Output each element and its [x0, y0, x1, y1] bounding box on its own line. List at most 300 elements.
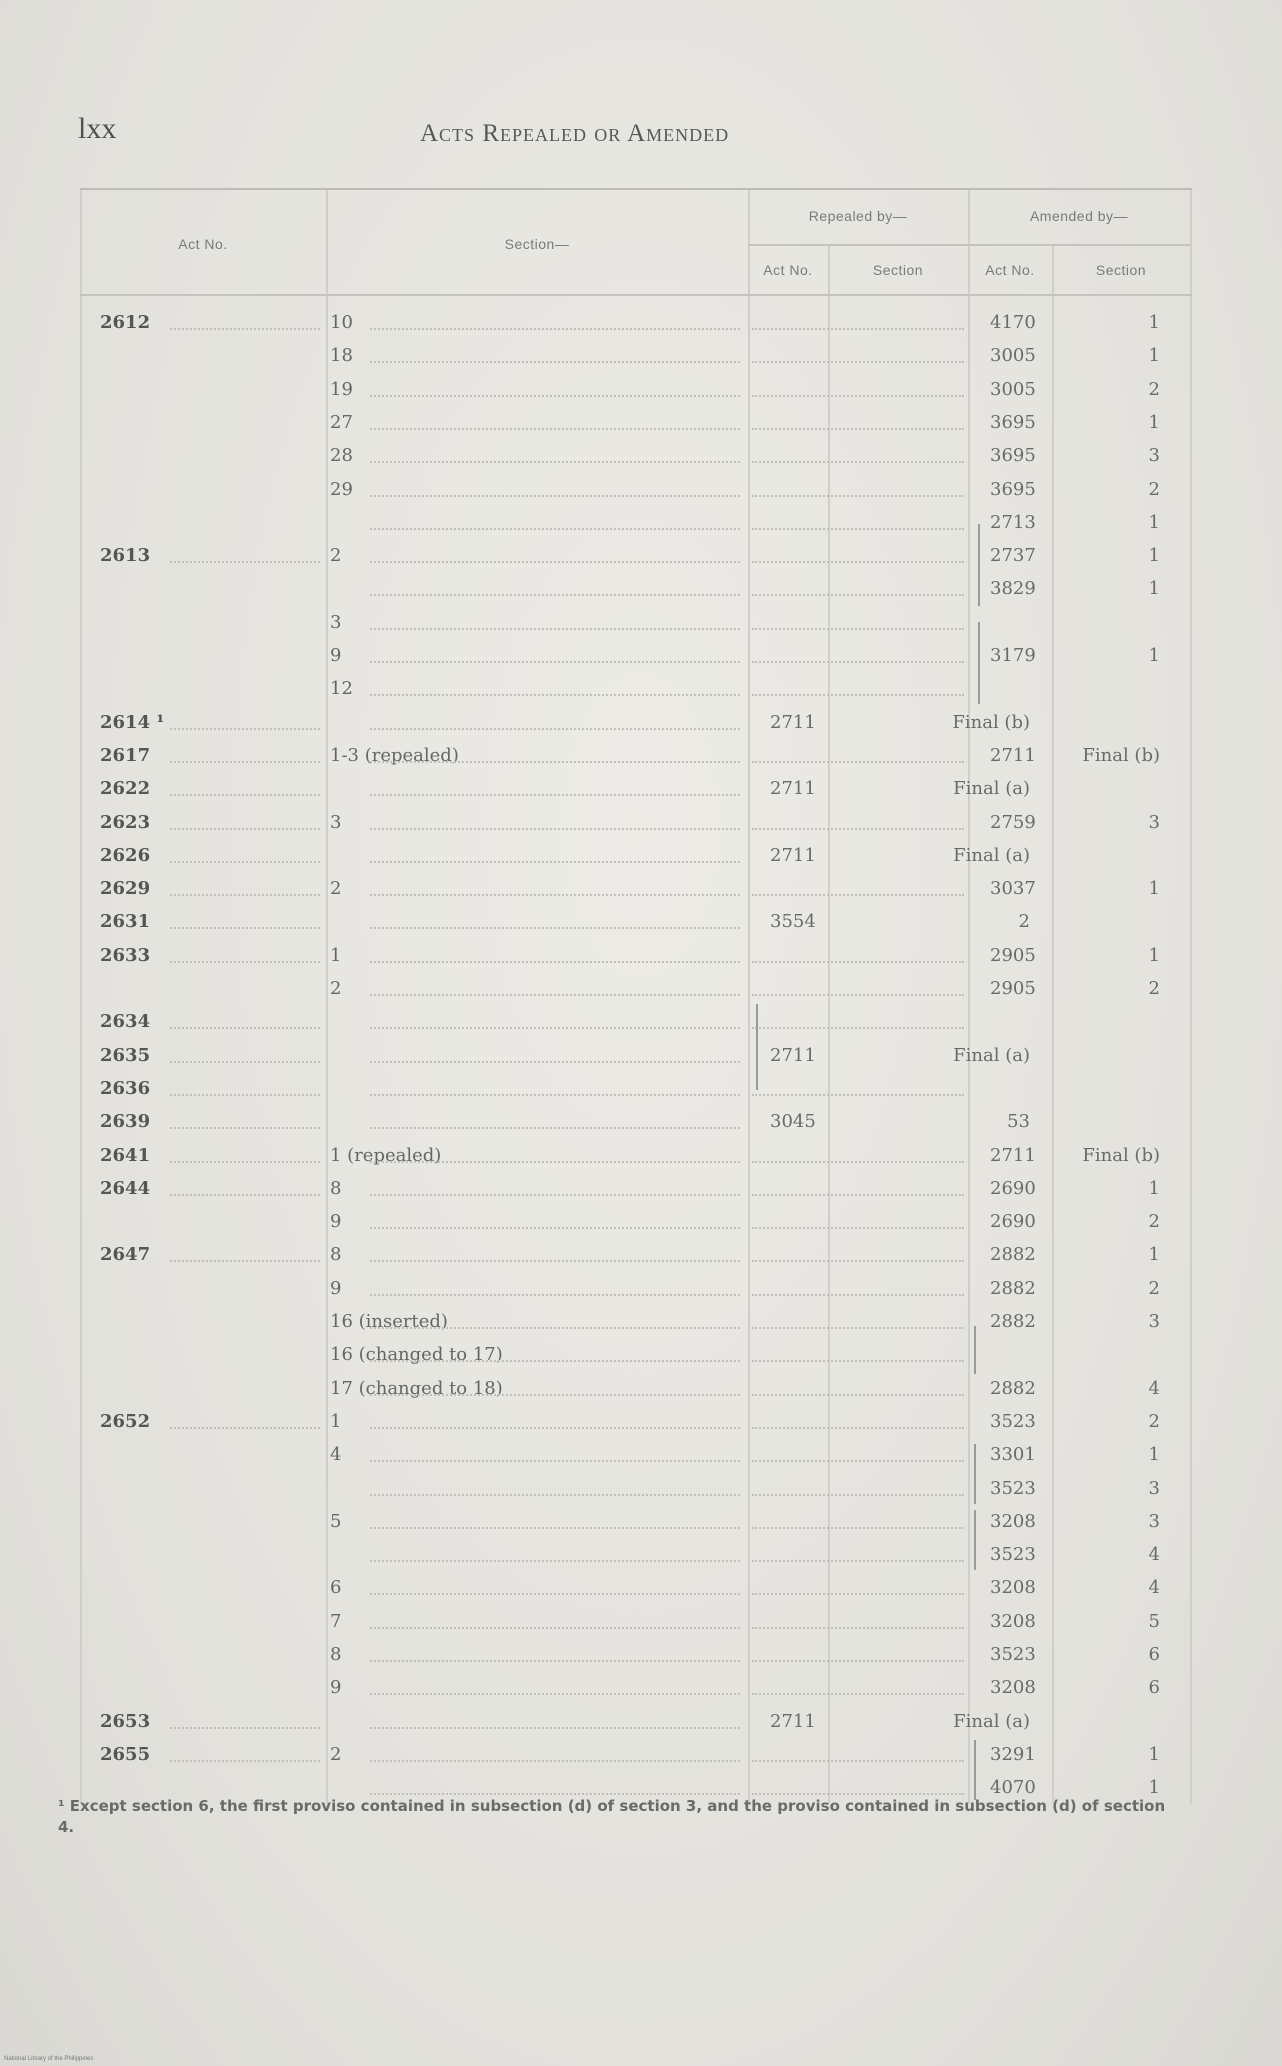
repealed-act-cell: 2711 — [770, 1710, 816, 1732]
section-cell: 16 (changed to 17) — [330, 1344, 503, 1366]
amended-act-cell: 3695 — [990, 445, 1036, 467]
leader-dots — [752, 1460, 964, 1462]
leader-dots — [370, 461, 740, 463]
leader-dots — [370, 1693, 740, 1695]
footnote: ¹ Except section 6, the first proviso contained in subsection (d) of section 3, and the proviso contained in subsection (d) of section 4. — [58, 1797, 1166, 1836]
leader-dots — [170, 561, 320, 563]
table-row — [80, 1538, 1192, 1571]
table-row — [80, 672, 1192, 705]
header-repealed-act-no: Act No. — [763, 262, 813, 278]
section-cell: 8 — [330, 1644, 342, 1665]
table-row — [80, 539, 1192, 572]
amended-section-cell: 1 — [1148, 312, 1160, 333]
leader-dots — [752, 1693, 964, 1695]
amended-section-cell: 5 — [1148, 1610, 1160, 1632]
table-row — [80, 739, 1192, 772]
act-no-cell: 2633 — [100, 944, 151, 966]
table-row — [80, 872, 1192, 905]
table-row — [80, 1505, 1192, 1538]
table-row — [80, 1638, 1192, 1671]
leader-dots — [370, 1194, 740, 1196]
act-no-cell: 2631 — [100, 911, 151, 933]
act-no-cell: 2639 — [100, 1111, 151, 1133]
leader-dots — [370, 861, 740, 863]
section-cell: 1-3 (repealed) — [330, 744, 459, 766]
amended-act-cell: 2711 — [990, 1144, 1036, 1166]
amended-section-cell: 1 — [1148, 1444, 1160, 1466]
table-row — [80, 1738, 1192, 1771]
leader-dots — [752, 1327, 964, 1329]
repealed-section-cell: Final (a) — [953, 778, 1030, 800]
table-row — [80, 1472, 1192, 1505]
section-cell: 9 — [330, 645, 342, 666]
brace-2635 — [756, 1004, 764, 1090]
amended-section-cell: 3 — [1148, 811, 1160, 833]
leader-dots — [752, 594, 964, 596]
repealed-act-cell: 2711 — [770, 711, 816, 733]
section-cell: 2 — [330, 1743, 342, 1765]
leader-dots — [370, 1560, 740, 1562]
leader-dots — [752, 1527, 964, 1529]
leader-dots — [170, 961, 320, 963]
leader-dots — [170, 828, 320, 830]
leader-dots — [370, 594, 740, 596]
brace-2882 — [974, 1326, 982, 1374]
leader-dots — [370, 1760, 740, 1762]
leader-dots — [370, 1061, 740, 1063]
table-row — [80, 939, 1192, 972]
leader-dots — [370, 994, 740, 996]
leader-dots — [752, 961, 964, 963]
leader-dots — [170, 1027, 320, 1029]
act-no-cell: 2623 — [100, 811, 151, 833]
leader-dots — [752, 1427, 964, 1429]
header-repealed-section: Section — [872, 262, 924, 278]
leader-dots — [370, 428, 740, 430]
amended-act-cell: 3208 — [990, 1510, 1036, 1532]
table-row — [80, 1571, 1192, 1604]
table-row — [80, 339, 1192, 372]
leader-dots — [752, 1593, 964, 1595]
table-row — [80, 572, 1192, 605]
leader-dots — [752, 1627, 964, 1629]
leader-dots — [752, 1560, 964, 1562]
leader-dots — [170, 1260, 320, 1262]
leader-dots — [370, 1627, 740, 1629]
table-row — [80, 1139, 1192, 1172]
amended-section-cell: 2 — [1148, 1277, 1160, 1299]
amended-section-cell: 1 — [1148, 511, 1160, 533]
leader-dots — [370, 1294, 740, 1296]
leader-dots — [752, 395, 964, 397]
leader-dots — [370, 694, 740, 696]
leader-dots — [370, 1360, 740, 1362]
leader-dots — [170, 1760, 320, 1762]
table-row — [80, 506, 1192, 539]
section-cell: 3 — [330, 611, 342, 633]
table-row — [80, 1005, 1192, 1038]
section-cell: 7 — [330, 1610, 342, 1632]
section-cell: 28 — [330, 445, 353, 467]
leader-dots — [752, 1494, 964, 1496]
leader-dots — [370, 661, 740, 663]
table-row — [80, 1072, 1192, 1105]
amended-act-cell: 2759 — [990, 811, 1036, 833]
brace-2652-4 — [974, 1444, 982, 1504]
amended-section-cell: 3 — [1148, 1311, 1160, 1332]
amended-act-cell: 3695 — [990, 478, 1036, 500]
table-row — [80, 1338, 1192, 1371]
section-cell: 1 — [330, 944, 342, 966]
amended-section-cell: 3 — [1148, 445, 1160, 467]
amended-section-cell: 4 — [1148, 1544, 1160, 1566]
amended-act-cell: 2905 — [990, 944, 1036, 966]
header-section: Section— — [504, 236, 570, 252]
amended-act-cell: 2882 — [990, 1377, 1036, 1399]
amended-section-cell: 2 — [1148, 478, 1160, 500]
leader-dots — [370, 1260, 740, 1262]
leader-dots — [370, 361, 740, 363]
leader-dots — [752, 1660, 964, 1662]
amended-section-cell: 3 — [1148, 1510, 1160, 1532]
leader-dots — [752, 1094, 964, 1096]
leader-dots — [752, 761, 964, 763]
act-no-cell: 2641 — [100, 1144, 151, 1166]
leader-dots — [370, 1460, 740, 1462]
leader-dots — [370, 1161, 740, 1163]
leader-dots — [370, 1527, 740, 1529]
leader-dots — [752, 628, 964, 630]
amended-section-cell: 1 — [1148, 345, 1160, 367]
leader-dots — [370, 1793, 740, 1795]
act-no-cell: 2635 — [100, 1044, 151, 1066]
section-cell: 8 — [330, 1244, 342, 1266]
leader-dots — [370, 1394, 740, 1396]
act-no-cell: 2617 — [100, 744, 151, 766]
table-row — [80, 1405, 1192, 1438]
amended-act-cell: 2737 — [990, 545, 1036, 567]
leader-dots — [752, 661, 964, 663]
amended-section-cell: 2 — [1148, 1410, 1160, 1432]
leader-dots — [170, 1094, 320, 1096]
leader-dots — [752, 1227, 964, 1229]
leader-dots — [370, 828, 740, 830]
leader-dots — [752, 528, 964, 530]
section-cell: 2 — [330, 978, 342, 999]
section-cell: 6 — [330, 1577, 342, 1599]
table-row — [80, 306, 1192, 339]
amended-act-cell: 3523 — [990, 1477, 1036, 1499]
amended-section-cell: 2 — [1148, 978, 1160, 999]
section-cell: 3 — [330, 811, 342, 833]
amended-act-cell: 3179 — [990, 645, 1036, 666]
table-row — [80, 473, 1192, 506]
amended-section-cell: Final (b) — [1082, 1144, 1160, 1166]
table-row — [80, 639, 1192, 672]
leader-dots — [170, 1427, 320, 1429]
amended-section-cell: 1 — [1148, 1777, 1160, 1799]
leader-dots — [370, 1327, 740, 1329]
act-no-cell: 2612 — [100, 312, 151, 333]
leader-dots — [370, 894, 740, 896]
leader-dots — [170, 894, 320, 896]
leader-dots — [752, 1360, 964, 1362]
section-cell: 5 — [330, 1510, 342, 1532]
table-row — [80, 706, 1192, 739]
leader-dots — [370, 1027, 740, 1029]
repealed-act-cell: 3554 — [770, 911, 816, 933]
amended-act-cell: 3208 — [990, 1677, 1036, 1699]
amended-section-cell: 1 — [1148, 578, 1160, 600]
leader-dots — [752, 694, 964, 696]
act-no-cell: 2622 — [100, 778, 151, 800]
amended-act-cell: 3291 — [990, 1743, 1036, 1765]
leader-dots — [370, 1227, 740, 1229]
leader-dots — [752, 1260, 964, 1262]
table-row — [80, 972, 1192, 1005]
header-repealed-by: Repealed by— — [808, 208, 908, 224]
leader-dots — [370, 1494, 740, 1496]
acts-table — [80, 188, 1192, 1804]
table-row — [80, 1238, 1192, 1271]
table-row — [80, 1105, 1192, 1138]
table-row — [80, 1705, 1192, 1738]
amended-section-cell: 2 — [1148, 378, 1160, 400]
leader-dots — [752, 328, 964, 330]
leader-dots — [370, 1127, 740, 1129]
amended-section-cell: 1 — [1148, 1743, 1160, 1765]
amended-section-cell: 1 — [1148, 1177, 1160, 1199]
leader-dots — [752, 828, 964, 830]
repealed-section-cell: Final (a) — [953, 844, 1030, 866]
amended-section-cell: 4 — [1148, 1377, 1160, 1399]
section-cell: 18 — [330, 345, 353, 367]
leader-dots — [752, 1161, 964, 1163]
section-cell: 29 — [330, 478, 353, 500]
leader-dots — [370, 328, 740, 330]
leader-dots — [370, 628, 740, 630]
leader-dots — [370, 1660, 740, 1662]
leader-dots — [370, 728, 740, 730]
amended-act-cell: 3523 — [990, 1644, 1036, 1665]
leader-dots — [370, 761, 740, 763]
amended-section-cell: 4 — [1148, 1577, 1160, 1599]
act-no-cell: 2652 — [100, 1410, 151, 1432]
amended-act-cell: 3037 — [990, 878, 1036, 900]
leader-dots — [752, 1793, 964, 1795]
repealed-act-cell: 2711 — [770, 844, 816, 866]
act-no-cell: 2613 — [100, 545, 151, 567]
amended-act-cell: 3208 — [990, 1610, 1036, 1632]
amended-section-cell: 1 — [1148, 411, 1160, 433]
table-row — [80, 1272, 1192, 1305]
leader-dots — [752, 994, 964, 996]
table-row — [80, 606, 1192, 639]
table-row — [80, 1605, 1192, 1638]
leader-dots — [752, 894, 964, 896]
amended-act-cell: 3829 — [990, 578, 1036, 600]
section-cell: 16 (inserted) — [330, 1311, 448, 1332]
amended-act-cell: 2882 — [990, 1244, 1036, 1266]
table-row — [80, 1372, 1192, 1405]
leader-dots — [170, 1194, 320, 1196]
amended-act-cell: 2905 — [990, 978, 1036, 999]
repealed-act-cell: 2711 — [770, 778, 816, 800]
header-act-no: Act No. — [178, 236, 228, 252]
header-amended-act-no: Act No. — [985, 262, 1035, 278]
amended-section-cell: 1 — [1148, 645, 1160, 666]
repealed-section-cell: 53 — [1007, 1111, 1030, 1133]
leader-dots — [370, 395, 740, 397]
leader-dots — [370, 1727, 740, 1729]
amended-section-cell: 1 — [1148, 944, 1160, 966]
leader-dots — [752, 428, 964, 430]
repealed-act-cell: 3045 — [770, 1111, 816, 1133]
brace-2652-5 — [974, 1510, 982, 1570]
table-row — [80, 373, 1192, 406]
amended-section-cell: Final (b) — [1082, 744, 1160, 766]
table-row — [80, 1438, 1192, 1471]
brace-3179 — [978, 622, 986, 704]
section-cell: 4 — [330, 1444, 342, 1466]
amended-act-cell: 2690 — [990, 1211, 1036, 1233]
table-row — [80, 1305, 1192, 1338]
amended-section-cell: 6 — [1148, 1677, 1160, 1699]
leader-dots — [752, 1760, 964, 1762]
amended-act-cell: 3523 — [990, 1544, 1036, 1566]
leader-dots — [752, 1027, 964, 1029]
leader-dots — [752, 495, 964, 497]
amended-act-cell: 2690 — [990, 1177, 1036, 1199]
header-bottom-rule — [80, 294, 1192, 296]
repealed-section-cell: 2 — [1018, 911, 1030, 933]
leader-dots — [370, 495, 740, 497]
leader-dots — [752, 1194, 964, 1196]
leader-dots — [752, 461, 964, 463]
act-no-cell: 2636 — [100, 1077, 151, 1099]
act-no-cell: 2629 — [100, 878, 151, 900]
section-cell: 1 (repealed) — [330, 1144, 442, 1166]
table-row — [80, 406, 1192, 439]
leader-dots — [170, 761, 320, 763]
amended-act-cell: 3301 — [990, 1444, 1036, 1466]
act-no-cell: 2644 — [100, 1177, 151, 1199]
section-cell: 27 — [330, 411, 353, 433]
table-row — [80, 806, 1192, 839]
leader-dots — [170, 1061, 320, 1063]
leader-dots — [370, 1593, 740, 1595]
amended-act-cell: 3695 — [990, 411, 1036, 433]
section-cell: 12 — [330, 678, 353, 700]
amended-act-cell: 3005 — [990, 345, 1036, 367]
leader-dots — [170, 861, 320, 863]
brace-2655 — [974, 1740, 982, 1800]
leader-dots — [370, 927, 740, 929]
header-amended-section: Section — [1095, 262, 1147, 278]
leader-dots — [170, 1161, 320, 1163]
leader-dots — [170, 728, 320, 730]
amended-section-cell: 1 — [1148, 1244, 1160, 1266]
leader-dots — [170, 328, 320, 330]
repealed-act-cell: 2711 — [770, 1044, 816, 1066]
section-cell: 8 — [330, 1177, 342, 1199]
act-no-cell: 2647 — [100, 1244, 151, 1266]
repealed-section-cell: Final (a) — [953, 1710, 1030, 1732]
section-cell: 9 — [330, 1211, 342, 1233]
header-amended-by: Amended by— — [1029, 208, 1129, 224]
section-cell: 10 — [330, 312, 353, 333]
section-cell: 19 — [330, 378, 353, 400]
act-no-cell: 2634 — [100, 1011, 151, 1033]
leader-dots — [370, 528, 740, 530]
amended-act-cell: 3208 — [990, 1577, 1036, 1599]
leader-dots — [170, 794, 320, 796]
amended-section-cell: 2 — [1148, 1211, 1160, 1233]
amended-act-cell: 4170 — [990, 312, 1036, 333]
table-row — [80, 1039, 1192, 1072]
repealed-section-cell: Final (a) — [953, 1044, 1030, 1066]
repealed-section-cell: Final (b) — [952, 711, 1030, 733]
brace-2613 — [978, 524, 986, 606]
amended-section-cell: 6 — [1148, 1644, 1160, 1665]
amended-act-cell: 2711 — [990, 744, 1036, 766]
leader-dots — [370, 961, 740, 963]
amended-section-cell: 3 — [1148, 1477, 1160, 1499]
amended-act-cell: 2882 — [990, 1311, 1036, 1332]
section-cell: 17 (changed to 18) — [330, 1377, 503, 1399]
act-no-cell: 2655 — [100, 1743, 151, 1765]
act-no-cell: 2653 — [100, 1710, 151, 1732]
section-cell: 2 — [330, 545, 342, 567]
leader-dots — [752, 1394, 964, 1396]
act-no-cell: 2614 ¹ — [100, 711, 165, 733]
amended-act-cell: 2882 — [990, 1277, 1036, 1299]
table-row — [80, 1172, 1192, 1205]
header-subdivider — [748, 244, 1190, 246]
amended-act-cell: 3005 — [990, 378, 1036, 400]
table-row — [80, 772, 1192, 805]
leader-dots — [370, 794, 740, 796]
leader-dots — [170, 1127, 320, 1129]
section-cell: 9 — [330, 1677, 342, 1699]
table-row — [80, 839, 1192, 872]
running-head: Acts Repealed or Amended — [420, 120, 730, 147]
amended-act-cell: 2713 — [990, 511, 1036, 533]
library-imprint: National Library of the Philippines — [4, 2056, 94, 2062]
leader-dots — [752, 561, 964, 563]
table-row — [80, 1205, 1192, 1238]
leader-dots — [370, 1094, 740, 1096]
section-cell: 9 — [330, 1277, 342, 1299]
act-no-cell: 2626 — [100, 844, 151, 866]
leader-dots — [170, 927, 320, 929]
amended-section-cell: 1 — [1148, 878, 1160, 900]
section-cell: 1 — [330, 1410, 342, 1432]
section-cell: 2 — [330, 878, 342, 900]
page-number: lxx — [78, 112, 117, 145]
leader-dots — [170, 1727, 320, 1729]
amended-act-cell: 4070 — [990, 1777, 1036, 1799]
amended-section-cell: 1 — [1148, 545, 1160, 567]
leader-dots — [370, 561, 740, 563]
table-row — [80, 439, 1192, 472]
leader-dots — [370, 1427, 740, 1429]
amended-act-cell: 3523 — [990, 1410, 1036, 1432]
leader-dots — [752, 1294, 964, 1296]
leader-dots — [752, 361, 964, 363]
table-row — [80, 1671, 1192, 1704]
table-row — [80, 905, 1192, 938]
